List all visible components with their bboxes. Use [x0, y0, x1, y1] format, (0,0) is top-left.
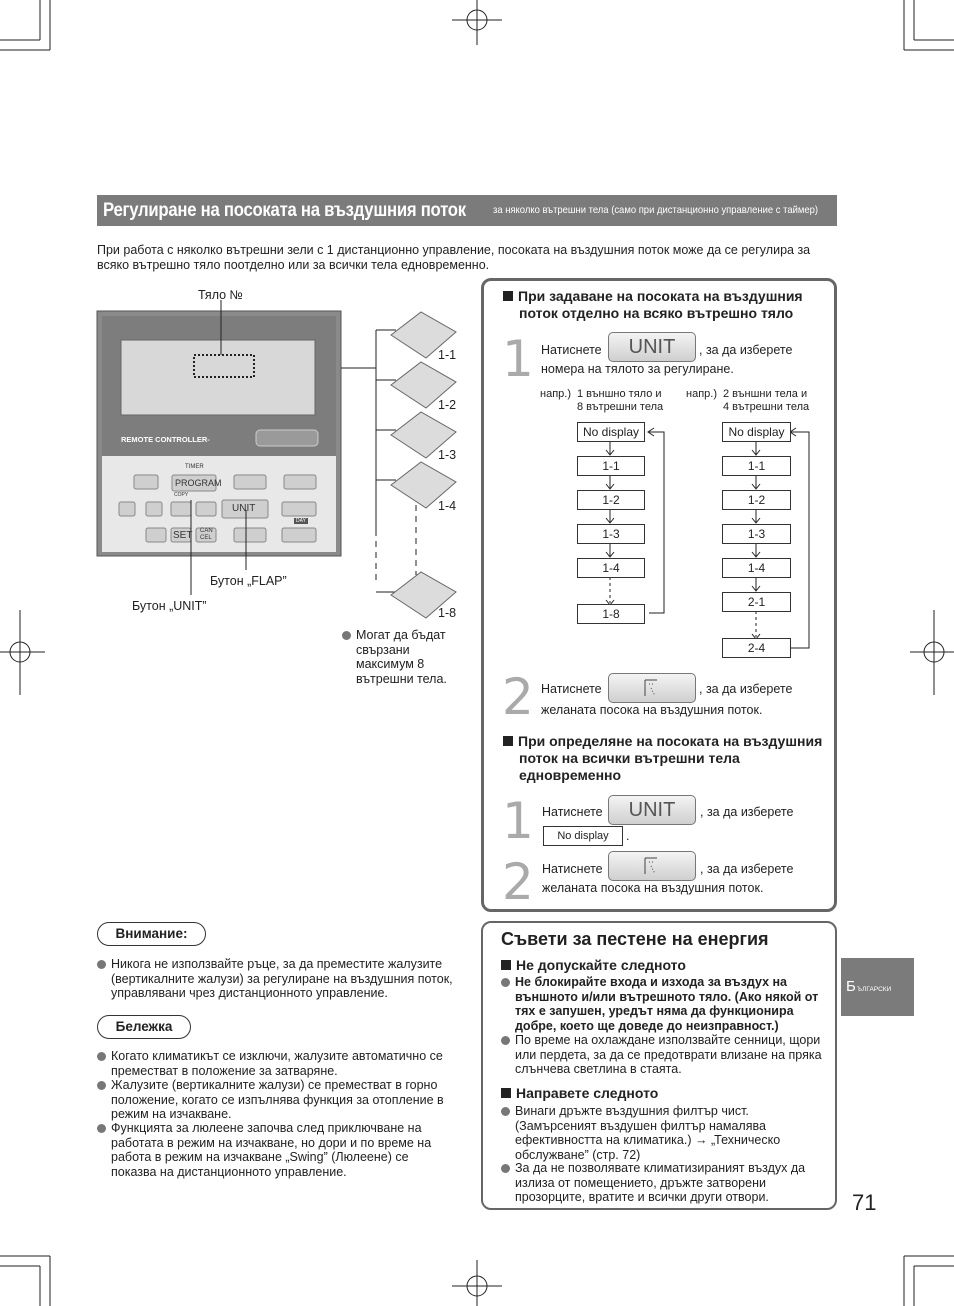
copy-label: COPY	[174, 492, 189, 498]
intro-text: При работа с няколко вътрешни зели с 1 дистанционно управление, посоката на въздушния поток може да се регулира за всяко вътрешно тяло поотделно или за всички тела едновременно.	[97, 243, 811, 272]
section-subtitle: за няколко вътрешни тела (само при дистанционно управление с таймер)	[493, 204, 819, 216]
note-item: Функцията за люлеене започва след приключване на работата в режим на изчакване, но дори и по време на работа в режим на изчакване „Swing” (Люлеене) се показва на дистанционното управление.	[97, 1121, 457, 1179]
unit-button-label: Бутон „UNIT”	[132, 599, 207, 613]
step-number: 2	[502, 668, 534, 726]
square-bullet-icon	[501, 1088, 511, 1098]
col2-step: 2-1	[722, 592, 791, 612]
note-item: Жалузите (вертикалните жалузи) се преместват в горно положение, когато се изпълнява функция за отопление в режим на изчакване.	[97, 1078, 457, 1122]
no-display-box: No display	[543, 826, 623, 846]
step-text: , за да изберете	[700, 805, 794, 819]
page-number: 71	[852, 1190, 877, 1215]
bullet-icon	[97, 1052, 106, 1061]
step-text: .	[626, 829, 630, 843]
col1-step: 1-4	[577, 558, 645, 578]
flap-button-label: Бутон „FLAP”	[210, 574, 287, 588]
unit-button-image: UNIT	[608, 332, 696, 362]
unit-key[interactable]: UNIT	[232, 503, 256, 514]
bullet-icon	[501, 1036, 510, 1045]
step-number: 1	[502, 330, 534, 388]
unit-label-1-1: 1-1	[438, 348, 457, 362]
col1-step: 1-1	[577, 456, 645, 476]
set-key[interactable]: SET	[173, 530, 193, 541]
step-number: 1	[502, 792, 534, 850]
col1-step: 1-8	[577, 604, 645, 624]
col1-step: 1-2	[577, 490, 645, 510]
do-item: За да не позволявате климатизираният въздух да излиза от помещението, дръжте затворени прозорците, вратите и всички други отвори.	[501, 1161, 821, 1205]
timer-label: TIMER	[185, 464, 204, 470]
bullet-icon	[501, 1107, 510, 1116]
caution-label: Внимание:	[97, 922, 206, 946]
col2-step: 1-4	[722, 558, 791, 578]
unit-label-1-2: 1-2	[438, 398, 457, 412]
tab-text: ЪЛГАРСКИ	[857, 986, 892, 993]
step-text: Натиснете	[542, 862, 603, 876]
all-heading: При определяне на посоката на въздушния поток на всички вътрешни тела едновременно	[503, 733, 841, 784]
dont-item: По време на охлаждане използвайте сенници, щори или пердета, за да се предотврати влизане на пряка слънчева светлина в стаята.	[501, 1033, 831, 1077]
remote-diagram	[96, 300, 476, 620]
section-banner	[97, 195, 837, 226]
square-bullet-icon	[503, 736, 513, 746]
note-label: Бележка	[97, 1015, 191, 1039]
max-units-note: Могат да бъдат свързани максимум 8 вътрешни тела.	[342, 628, 462, 686]
unit-label-1-8: 1-8	[438, 606, 457, 620]
step-text: , за да изберете	[699, 343, 793, 357]
col2-step: 1-2	[722, 490, 791, 510]
day-label: DAY	[296, 518, 306, 524]
example-1: напр.)	[540, 388, 571, 400]
step-text: желаната посока на въздушния поток.	[542, 881, 764, 895]
cancel-key[interactable]: CAN CEL	[200, 528, 213, 541]
section-title: Регулиране на посоката на въздушния поток	[103, 200, 466, 221]
square-bullet-icon	[503, 291, 513, 301]
square-bullet-icon	[501, 960, 511, 970]
step-text: желаната посока на въздушния поток.	[541, 703, 763, 717]
col2-step: 1-3	[722, 524, 791, 544]
step-text: , за да изберете	[700, 862, 794, 876]
unit-button-image: UNIT	[608, 795, 696, 825]
dont-item: Не блокирайте входа и изхода за въздух на външното и/или вътрешното тяло. (Ако някой от тях е запушен, уредът няма да функционира добре, което ще доведе до неизправност.)	[501, 975, 831, 1033]
tab-letter: Б	[846, 978, 856, 995]
flap-icon	[609, 674, 695, 702]
remote-label: REMOTE CONTROLLER-	[121, 435, 210, 444]
bullet-icon	[97, 1124, 106, 1133]
step-number: 2	[502, 853, 534, 911]
col2-step: No display	[722, 422, 791, 442]
bullet-icon	[501, 978, 510, 987]
flap-button-image	[608, 673, 696, 703]
unit-no-label: Тяло №	[198, 288, 243, 302]
example-2: напр.)	[686, 388, 717, 400]
separate-heading: При задаване на посоката на въздушния поток отделно на всяко вътрешно тяло	[503, 288, 839, 322]
unit-label-1-3: 1-3	[438, 448, 457, 462]
col1-step: 1-3	[577, 524, 645, 544]
bullet-icon	[342, 631, 351, 640]
note-item: Когато климатикът се изключи, жалузите автоматично се преместват в положение за затваряне.	[97, 1049, 457, 1078]
dont-heading: Не допускайте следното	[501, 957, 686, 974]
unit-label-1-4: 1-4	[438, 499, 457, 513]
step-text: Натиснете	[541, 343, 602, 357]
example-2-desc: 2 външни тела и 4 вътрешни тела	[723, 388, 810, 413]
do-item: Винаги дръжте въздушния филтър чист. (Замърсеният въздушен филтър намалява ефективността на климатика.) → „Техническо обслужване” (стр. 72)	[501, 1104, 791, 1162]
bullet-icon	[97, 960, 106, 969]
energy-title: Съвети за пестене на енергия	[501, 929, 769, 949]
caution-item: Никога не използвайте ръце, за да преместите жалузите (вертикалните жалузи) за регулиране на въздушния поток, управлявани чрез дистанционното управление.	[97, 957, 457, 1001]
do-heading: Направете следното	[501, 1085, 658, 1102]
col2-step: 1-1	[722, 456, 791, 476]
step-text: , за да изберете	[699, 682, 793, 696]
col1-step: No display	[577, 422, 645, 442]
step-text: Натиснете	[541, 682, 602, 696]
program-key[interactable]: PROGRAM	[175, 478, 222, 488]
bullet-icon	[501, 1164, 510, 1173]
language-tab[interactable]	[841, 958, 914, 1016]
flap-button-image	[608, 851, 696, 881]
example-1-desc: 1 външно тяло и 8 вътрешни тела	[577, 388, 664, 413]
flap-icon	[609, 852, 695, 880]
bullet-icon	[97, 1081, 106, 1090]
step-text: Натиснете	[542, 805, 603, 819]
step-text: номера на тялото за регулиране.	[541, 362, 734, 376]
col2-step: 2-4	[722, 638, 791, 658]
